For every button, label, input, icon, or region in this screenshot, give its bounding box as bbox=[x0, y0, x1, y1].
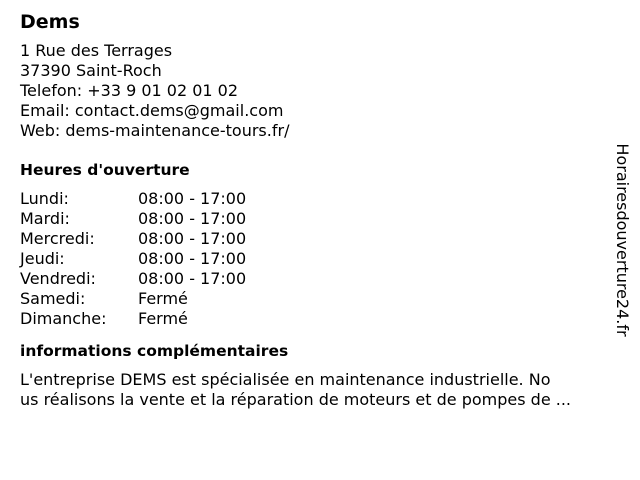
hours-row-saturday bbox=[20, 289, 600, 309]
hours-row-sunday bbox=[20, 309, 600, 329]
site-watermark: Horairesdouverture24.fr bbox=[613, 143, 632, 337]
address-line-2: 37390 Saint-Roch bbox=[20, 61, 162, 80]
day-hours: Fermé bbox=[138, 309, 188, 328]
web-line: Web: dems-maintenance-tours.fr/ bbox=[20, 121, 290, 140]
day-label: Samedi: bbox=[20, 289, 86, 308]
day-hours: 08:00 - 17:00 bbox=[138, 249, 247, 268]
day-hours: 08:00 - 17:00 bbox=[138, 189, 247, 208]
day-label: Mardi: bbox=[20, 209, 70, 228]
phone-line: Telefon: +33 9 01 02 01 02 bbox=[20, 81, 239, 100]
hours-table bbox=[20, 189, 600, 329]
business-name: Dems bbox=[20, 11, 80, 33]
day-label: Lundi: bbox=[20, 189, 69, 208]
info-line-2: us réalisons la vente et la réparation de moteurs et de pompes de ... bbox=[20, 390, 571, 409]
day-label: Vendredi: bbox=[20, 269, 96, 288]
hours-row-thursday bbox=[20, 249, 600, 269]
email-line: Email: contact.dems@gmail.com bbox=[20, 101, 284, 120]
day-hours: 08:00 - 17:00 bbox=[138, 269, 247, 288]
info-description bbox=[20, 370, 600, 410]
hours-heading: Heures d'ouverture bbox=[20, 161, 190, 179]
info-heading: informations complémentaires bbox=[20, 342, 289, 360]
day-label: Mercredi: bbox=[20, 229, 95, 248]
address-line-1: 1 Rue des Terrages bbox=[20, 41, 173, 60]
day-label: Jeudi: bbox=[20, 249, 65, 268]
day-label: Dimanche: bbox=[20, 309, 107, 328]
hours-row-wednesday bbox=[20, 229, 600, 249]
day-hours: Fermé bbox=[138, 289, 188, 308]
hours-row-friday bbox=[20, 269, 600, 289]
info-line-1: L'entreprise DEMS est spécialisée en maintenance industrielle. No bbox=[20, 370, 551, 389]
business-card bbox=[20, 10, 600, 410]
hours-row-tuesday bbox=[20, 209, 600, 229]
contact-block bbox=[20, 41, 600, 141]
hours-row-monday bbox=[20, 189, 600, 209]
day-hours: 08:00 - 17:00 bbox=[138, 229, 247, 248]
day-hours: 08:00 - 17:00 bbox=[138, 209, 247, 228]
